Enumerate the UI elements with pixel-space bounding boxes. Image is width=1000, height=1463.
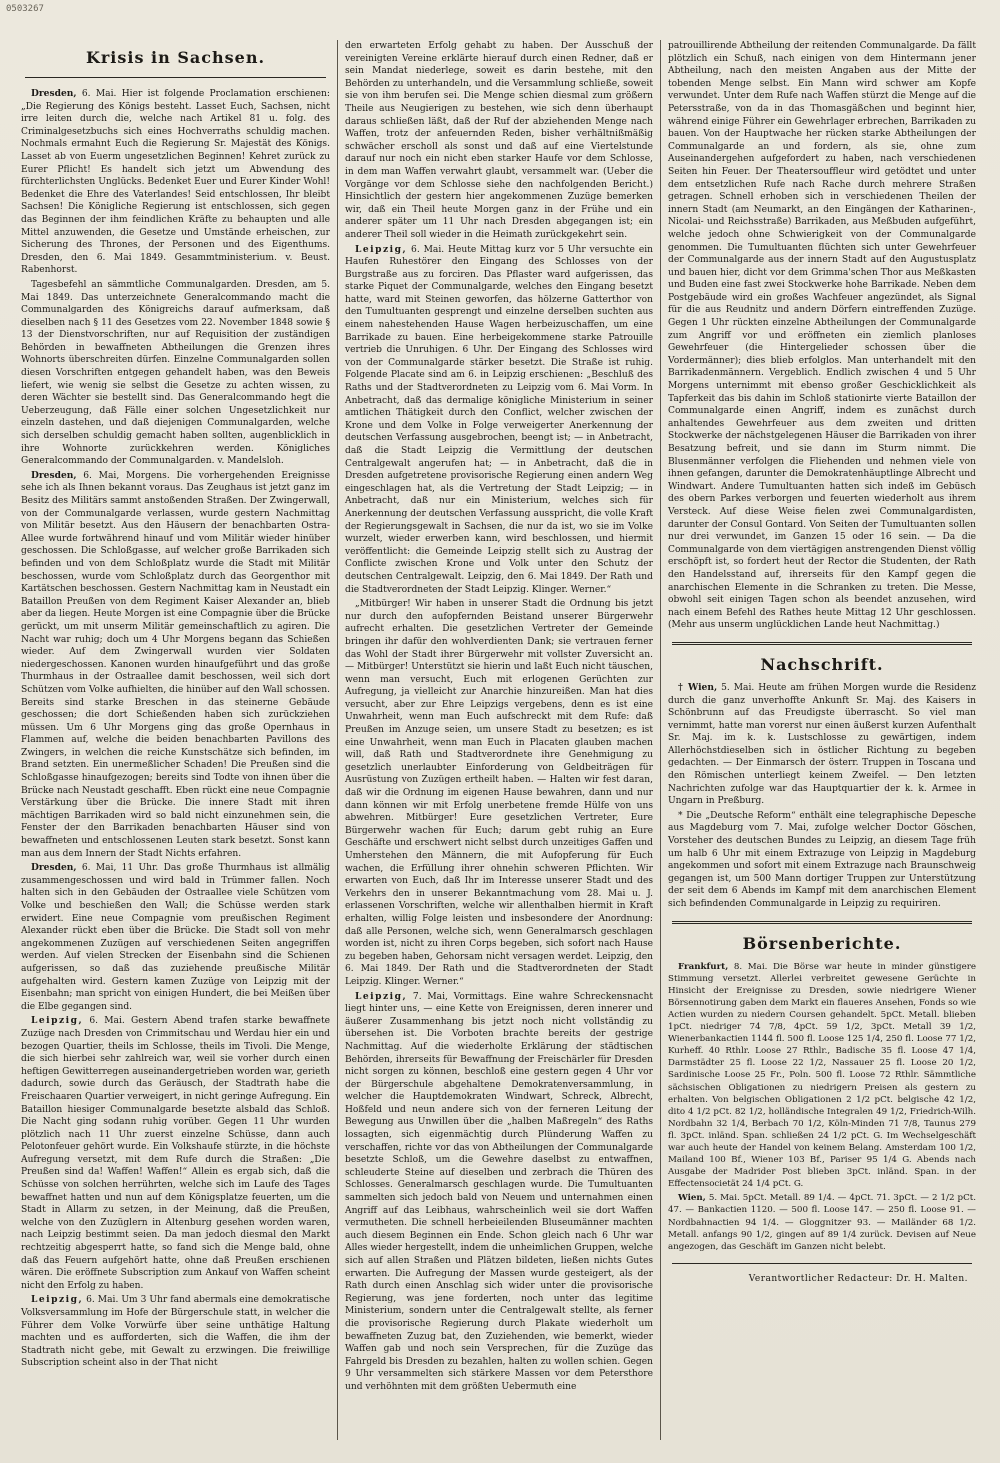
- paragraph-text: 6. Mai. Um 3 Uhr fand abermals eine demokratische Volksversammlung im Hofe der Bürgerschule statt, in welcher die Führer dem Volke Vorwürfe über seine unthätige Haltung machten und es aufforderten, sich die Waffen, die ihm der Stadtrath nicht gebe, mit Gewalt zu erzwingen. Die freiwillige Subscription scheint also in der That nicht: [21, 1295, 330, 1369]
- dateline: Leipzig,: [31, 1294, 84, 1306]
- section-rule: [672, 921, 972, 924]
- article-paragraph: [345, 991, 653, 1394]
- paragraph-text: „Mitbürger! Wir haben in unserer Stadt die Ordnung bis jetzt nur durch den aufopfernden Beistand unserer Bürgerwehr aufrecht erhalten. Die gesetzlichen Vertreter der Gemeinde bringen ihr dafür den wohlverdienten Dank; sie vertrauen ferner das Wohl der Stadt ihrer Bürgerwehr mit vollster Zuversicht an. — Mitbürger! Unterstützt sie hierin und laßt Euch nicht täuschen, wenn man versucht, Euch mit erlogenen Gerüchten zur Aufregung, ja vielleicht zur Anarchie hinzureißen. Man hat dies versucht, aber zur Ehre Leipzigs vergebens, denn es ist eine Unwahrheit, wenn man Euch aufschreckt mit dem Rufe: daß Preußen im Anzuge seien, um unsere Stadt zu besetzen; es ist eine Unwahrheit, wenn man Euch in Placaten glauben machen will, daß Rath und Stadtverordnete ihre Genehmigung zu gesetzlich unerlaubter Einforderung von Geldbeiträgen für Ausrüstung von Zuzügen ertheilt haben. — Halten wir fest daran, daß wir die Ordnung im eigenen Hause bewahren, dann und nur dann können wir mit Erfolg unerbetene fremde Hülfe von uns abwehren. Mitbürger! Eure gesetzlichen Vertreter, Eure Bürgerwehr wachen für Euch; darum gebt ruhig an Eure Geschäfte und erschwert nicht selbst durch unzeitiges Gaffen und Umherstehen den Männern, die mit Aufopferung für Euch wachen, die Erfüllung ihrer ohnehin schweren Pflichten. Wir erwarten von Euch, daß Ihr im Interesse unserer Stadt und des Verkehrs den in unserer Bekanntmachung vom 28. Mai u. J. erlassenen Vorschriften, welche wir allenthalben hiermit in Kraft erhalten, willig Folge leisten und insbesondere der Anordnung: daß alle Personen, welche sich, wenn Generalmarsch geschlagen worden ist, nicht zu ihren Corps begeben, sich sofort nach Hause zu begeben haben, Gehorsam nicht versagen werdet. Leipzig, den 6. Mai 1849. Der Rath und die Stadtverordneten der Stadt Leipzig. Klinger. Werner.“: [345, 599, 653, 987]
- article-paragraph: [21, 1294, 330, 1370]
- article-paragraph: [21, 470, 330, 860]
- columns-container: [14, 40, 984, 1440]
- article-paragraph: [21, 88, 330, 277]
- paragraph-text: Tagesbefehl an sämmtliche Communalgarden. Dresden, am 5. Mai 1849. Das unterzeichnete Generalcommando macht die Communalgarden des Königreichs darauf aufmerksam, daß dieselben nach § 11 des Gesetzes vom 22. November 1848 sowie § 13 der Dienstvorschriften, nur auf Requisition der zuständigen Behörden in bewaffneten Abtheilungen die Grenzen ihres Wohnorts überschreiten dürfen. Einzelne Communalgarden sollen diesen Vorschriften entgegen gehandelt haben, was den Beweis liefert, wie wenig sie selbst die Gesetze zu achten wissen, zu deren Wächter sie bestellt sind. Das Generalcommando hegt die Ueberzeugung, daß Fälle einer solchen Ungesetzlichkeit nur einzeln dastehen, und daß diejenigen Communalgarden, welche sich derselben schuldig gemacht haben sollten, augenblicklich in ihre Wohnorte zurückkehren werden. Königliches Generalcommando der Communalgarden. v. Mandelsloh.: [21, 279, 330, 467]
- article-paragraph: [668, 1192, 976, 1252]
- heading-boersenberichte: Börsenberichte.: [742, 933, 902, 953]
- paragraph-text: 5. Mai. 5pCt. Metall. 89 1/4. — 4pCt. 71. 3pCt. — 2 1/2 pCt. 47. — Bankactien 1120. — 500 fl. Loose 147. — 250 fl. Loose 91. — Nordbahnactien 94 1/4. — Gloggnitzer 93. — Mailänder 68 1/2. Metall. anfangs 90 1/2, gingen auf 89 1/4 zurück. Devisen auf Neue angezogen, das Geschäft im Ganzen nicht belebt.: [668, 1193, 976, 1252]
- heading-nachschrift: Nachschrift.: [760, 654, 884, 674]
- heading-rule: [25, 77, 326, 78]
- dateline: Dresden,: [31, 88, 77, 99]
- paragraph-text: 6. Mai, 11 Uhr. Das große Thurmhaus ist allmälig zusammengeschossen und wird bald in Trümmer fallen. Noch halten sich in den Gebäuden der Ostraallee viele Schützen vom Volke und beschießen den Wall; die Schüsse werden stark erwidert. Eine neue Compagnie vom preußischen Regiment Alexander rückt eben über die Brücke. Die Stadt soll von mehr angekommenen Zuzügen auf verschiedenen Seiten angegriffen werden. Auf vielen Strecken der Eisenbahn sind die Schienen aufgerissen, so daß das zuziehende preußische Militär aufgehalten wird. Gestern kamen Zuzüge von Leipzig mit der Eisenbahn; man spricht von einigen Hundert, die bei Meißen über die Elbe gegangen sind.: [21, 863, 330, 1012]
- article-paragraph: [668, 810, 976, 911]
- paragraph-text: 8. Mai. Die Börse war heute in minder günstigere Stimmung versetzt. Allerlei verbreitet gewesene Gerüchte in Hinsicht der Ereignisse zu Dresden, sowie niedrigere Wiener Börsennotirung gaben dem Markt ein flaueres Ansehen, Fonds so wie Actien wurden zu niedern Coursen gehandelt. 5pCt. Metall. blieben 1pCt. niedriger 74 7/8, 4pCt. 59 1/2, 3pCt. Metall 39 1/2, Wienerbankactien 1144 fl. 500 fl. Loose 125 1/4, 250 fl. Loose 77 1/2, Kurheff. 40 Rthlr. Loose 27 Rthlr., Badische 35 fl. Loose 47 1/4, Darmstädter 25 fl. Loose 22 1/2, Nassauer 25 fl. Loose 20 1/2, Sardinische Loose 25 Fr., Poln. 500 fl. Loose 72 Rthlr. Sämmtliche sächsischen Obligationen zu niedrigern Preisen als gestern zu erhalten. Von belgischen Obligationen 2 1/2 pCt. belgische 42 1/2, dito 4 1/2 pCt. 82 1/2, holländische Integralen 49 1/2, Friedrich-Wilh. Nordbahn 32 1/4, Berbach 70 1/2, Köln-Minden 71 7/8, Taunus 279 fl. 3pCt. inländ. Span. schließen 24 1/2 pCt. G. Im Wechselgeschäft war auch heute der Handel von keinem Belang. Amsterdam 100 1/2, Mailand 100 Bf., Wiener 103 Bf., Pariser 95 1/4 G. Abends nach Ausgabe der Madrider Post blieben 3pCt. inländ. Span. in der Effectensocietät 24 1/4 pCt. G.: [668, 961, 977, 1190]
- article-paragraph: [21, 1015, 330, 1292]
- paragraph-text: 6. Mai, Morgens. Die vorhergehenden Ereignisse sehe ich als Ihnen bekannt voraus. Das Zeughaus ist jetzt ganz im Besitz des Militärs sammt anstoßenden Straßen. Der Zwingerwall, von der Communalgarde verlassen, wurde gestern Nachmittag von Militär besetzt. Aus den Häusern der benachbarten Ostra-Allee wurde fortwährend hinauf und vom Militär wieder hinüber geschossen. Die Schloßgasse, auf welcher große Barrikaden sich befinden und von dem Schloßplatz wurde die Stadt mit Militär beschossen, wurde vom Schloßplatz durch das Georgenthor mit Kartätschen beschossen. Gestern Nachmittag kam in Neustadt ein Bataillon Preußen von dem Regiment Kaiser Alexander an, blieb aber da liegen. Heute Morgen ist eine Compagnie über die Brücke gerückt, um mit unserm Militär gemeinschaftlich zu agiren. Die Nacht war ruhig; doch um 4 Uhr Morgens begann das Schießen wieder. Auf dem Zwingerwall wurden vier Soldaten niedergeschossen. Kanonen wurden hinaufgeführt und das große Thurmhaus in der Ostraallee damit beschossen, weil sich dort Schützen vom Volke aufhielten, die hinüber auf den Wall schossen. Bereits sind starke Breschen in das steinerne Gebäude geschossen; die dort Schießenden haben sich zurückziehen müssen. Um 6 Uhr Morgens ging das große Opernhaus in Flammen auf, welche die beiden benachbarten Pavillons des Zwingers, in welchen die reiche Kunstschätze sich befinden, im Brand setzten. Ein unermeßlicher Schaden! Die Preußen sind die Schloßgasse hinaufgezogen; bereits sind Todte von ihnen über die Brücke nach Neustadt geschafft. Eben rückt eine neue Compagnie Verstärkung über die Brücke. Die innere Stadt mit ihren mächtigen Barrikaden wird so bald nicht einzunehmen sein, die Fenster der den Barrikaden benachbarten Häuser sind von bewaffneten und entschlossenen Leuten stark besetzt. Sonst kann man aus dem Innern der Stadt Nichts erfahren.: [21, 470, 330, 859]
- paragraph-text: 6. Mai. Hier ist folgende Proclamation erschienen: „Die Regierung des Königs besteht. Lasset Euch, Sachsen, nicht irre leiten durch die, welche nach Artikel 81 u. folg. des Criminalgesetzbuchs sich eines Hochverraths schuldig machen. Nochmals ermahnt Euch die Regierung Sr. Majestät des Königs. Lasset ab von Euerm ungesetzlichen Beginnen! Kehret zurück zu Eurer Pflicht! Es handelt sich jetzt um Abwendung des fürchterlichsten Unglücks. Bedenket Euer und Eurer Kinder Wohl! Bedenket die Ehre des Vaterlandes! Seid entschlossen, Ihr bleibt Sachsen! Die Königliche Regierung ist entschlossen, sich gegen das Beginnen der ihm feindlichen Kräfte zu behaupten und alle Mittel anzuwenden, die Gesetze und Umstände erheischen, zur Sicherung des Thrones, der Personen und des Eigenthums. Dresden, den 6. Mai 1849. Gesammtministerium. v. Beust. Rabenhorst.: [21, 89, 330, 276]
- paragraph-text: 5. Mai. Heute am frühen Morgen wurde die Residenz durch die ganz unverhoffte Ankunft Sr. Maj. des Kaisers in Schönbrunn auf das Freudigste überrascht. So viel man vernimmt, hatte man vorerst nur einen äußerst kurzen Aufenthalt Sr. Maj. im k. k. Lustschlosse zu gewärtigen, indem Allerhöchstdieselben sich in östlicher Richtung zu begeben gedachten. — Der Einmarsch der österr. Truppen in Toscana und den Römischen unterliegt keinem Zweifel. — Den letzten Nachrichten zufolge war das Hauptquartier der k. k. Armee in Ungarn in Preßburg.: [668, 682, 976, 807]
- dateline: Wien,: [678, 1193, 706, 1204]
- column-2: [337, 40, 660, 1440]
- dateline: Frankfurt,: [678, 961, 729, 972]
- editor-credit: Verantwortlicher Redacteur: Dr. H. Malten.: [748, 1273, 968, 1284]
- article-paragraph: [345, 598, 653, 988]
- paragraph-text: 6. Mai. Heute Mittag kurz vor 5 Uhr versuchte ein Haufen Ruhestörer den Eingang des Schlosses von der Burgstraße aus zu forciren. Das Pflaster ward aufgerissen, das starke Piquet der Communalgarde, welches den Eingang besetzt hatte, ward mit Steinen geworfen, das hölzerne Gatterthor von den Tumultuanten gesprengt und einzelne derselben suchten aus einem nahestehenden Hause Wagen herbeizuschaffen, um eine Barrikade zu bauen. Eine herbeigekommene starke Patrouille vertrieb die Unruhigen. 6 Uhr. Der Eingang des Schlosses wird von der Communalgarde stärker besetzt. Die Straße ist ruhig. Folgende Placate sind am 6. in Leipzig erschienen: „Beschluß des Raths und der Stadtverordneten zu Leipzig vom 6. Mai Vorm. In Anbetracht, daß das dermalige königliche Ministerium in seiner amtlichen Thätigkeit durch den Conflict, welcher zwischen der Krone und dem Volke in Folge verweigerter Anerkennung der deutschen Verfassung ausgebrochen, beengt ist; — in Anbetracht, daß die Stadt Leipzig die Vermittlung der deutschen Centralgewalt angerufen hat; — in Anbetracht, daß die in Dresden aufgetretene provisorische Regierung einen andern Weg eingeschlagen hat, als die Vertretung der Stadt Leipzig; — in Anbetracht, daß nur ein Ministerium, welches sich für Anerkennung der deutschen Verfassung ausspricht, die volle Kraft der Regierungsgewalt in Sachsen, die nur da ist, wo sie im Volke wurzelt, wieder erwerben kann, wird beschlossen, und hiermit veröffentlicht: die Gemeinde Leipzig stellt sich zu Austrag der Conflicte zwischen Krone und Volk unter den Schutz der deutschen Centralgewalt. Leipzig, den 6. Mai 1849. Der Rath und die Stadtverordneten der Stadt Leipzig. Klinger. Werner.“: [345, 244, 653, 595]
- footer-rule: [672, 1263, 972, 1264]
- dateline: Leipzig,: [355, 990, 408, 1002]
- dateline: Dresden,: [31, 469, 77, 481]
- page-id-label: 0503267: [6, 4, 44, 14]
- column-3: [660, 40, 983, 1440]
- paragraph-text: 6. Mai. Gestern Abend trafen starke bewaffnete Zuzüge nach Dresden von Crimmitschau und Werdau hier ein und bezogen Quartier, theils im Schlosse, theils im Tivoli. Die Menge, die sich hierbei sehr zahlreich war, weil sie vorher durch einen heftigen Gewitterregen auseinandergetrieben worden war, gerieth dadurch, sowie durch das Geräusch, der Stadtrath habe die Freischaaren Quartier verweigert, in nicht geringe Aufregung. Ein Bataillon hiesiger Communalgarde besetzte alsbald das Schloß. Die Nacht ging sodann ruhig vorüber. Gegen 11 Uhr wurden plötzlich nach 11 Uhr zuerst einzelne Schüsse, dann auch Pelotonfeuer gehört wurde. Ein Volkshaufe stürzte, in die höchste Aufregung versetzt, mit dem Rufe durch die Straßen: „Die Preußen sind da! Waffen! Waffen!“ Allein es ergab sich, daß die Schüsse von solchen herrührten, welche sich im Laufe des Tages bewaffnet hatten und nun auf dem Königsplatze feuerten, um die Stadt in Allarm zu setzen, in der Meinung, daß die Preußen, welche von den Zuzüglern in Altenburg gesehen worden waren, nach Leipzig bestimmt seien. Da man jedoch diesmal den Markt rechtzeitig abgesperrt hatte, so fand sich die Menge bald, ohne daß das Feuern aufgehört hatte, ohne daß Preußen erschienen wären. Die eröffnete Subscription zum Ankauf von Waffen scheint nicht den Erfolg zu haben.: [21, 1016, 330, 1291]
- paragraph-text: patrouillirende Abtheilung der reitenden Communalgarde. Da fällt plötzlich ein Schuß, nach einigen von dem Hintermann jener Abtheilung, nach den meisten Angaben aus der Mitte der tobenden Menge selbst. Ein Mann wird schwer am Kopfe verwundet. Unter dem Rufe nach Waffen stürzt die Menge auf die Petersstraße, von da in das Thomasgäßchen und beginnt hier, während einige Führer ein Gewehrlager erbrechen, Barrikaden zu bauen. Von der Hauptwache her rücken starke Abtheilungen der Communalgarde an und fordern, als sie, ohne zum Auseinandergehen aufgefordert zu haben, nach verschiedenen Seiten hin Feuer. Der Theatersouffleur wird getödtet und unter dem entsetzlichen Rufe nach Rache durch mehrere Straßen getragen. Schnell erhoben sich in verschiedenen Theilen der innern Stadt (am Neumarkt, an den Eingängen der Katharinen-, Nicolai- und Reichsstraße) Barrikaden, aus Meßbuden aufgeführt, welche jedoch ohne Schwierigkeit von der Communalgarde genommen. Die Tumultuanten flüchten sich unter Gewehrfeuer der Communalgarde aus der innern Stadt auf den Augustusplatz und bauen hier, dicht vor dem Grimma'schen Thor aus Meßkasten und Buden eine fast zwei Stockwerke hohe Barrikade. Neben dem Postgebäude wird ein großes Wachfeuer angezündet, als Signal für die aus Reudnitz und andern Dörfern eintreffenden Zuzüge. Gegen 1 Uhr rückten einzelne Abtheilungen der Communalgarde zum Angriff vor und eröffneten ein ziemlich planloses Gewehrfeuer (die Hintergelieder schossen über die Vordermänner); dies blieb erfolglos. Man unterhandelt mit den Barrikadenmännern. Vergeblich. Endlich zwischen 4 und 5 Uhr Morgens unternimmt mit ebenso großer Geschicklichkeit als Tapferkeit das bis dahin im Schloß stationirte vierte Bataillon der Communalgarde einen Angriff, indem es zunächst durch anhaltendes Gewehrfeuer aus dem zweiten und dritten Stockwerke der nächstgelegenen Häuser die Barrikaden von ihrer Besatzung befreit, und sie dann im Sturm nimmt. Die Blusenmänner verfolgen die Fliehenden und nehmen viele von ihnen gefangen, darunter die Demokratenhäuptlinge Albrecht und Windwart. Andere Tumultuanten hatten sich indeß im Gebüsch des obern Parkes verborgen und feuerten wiederholt aus ihrem Versteck. Auf diese Weise fielen zwei Communalgardisten, darunter der Consul Gontard. Von Seiten der Tumultuanten sollen nur drei verwundet, im Ganzen 15 oder 16 sein. — Da die Communalgarde von dem viertägigen anstrengenden Dienst völlig erschöpft ist, so fordert heut der Rector die Studenten, der Rath den Handelsstand auf, ihrerseits für den Kampf gegen die anarchischen Elemente in die Schranken zu treten. Die Messe, obwohl seit einigen Tagen schon als beendet anzusehen, wird nach einem Befehl des Rathes heute Mittag 12 Uhr geschlossen. (Mehr aus unserm unglücklichen Lande heut Nachmittag.): [668, 41, 976, 631]
- article-paragraph: [668, 961, 976, 1191]
- article-paragraph: [21, 279, 330, 468]
- article-paragraph: [668, 40, 976, 632]
- column-1: [14, 40, 337, 1440]
- article-paragraph: [345, 40, 653, 242]
- dateline: Leipzig,: [355, 243, 408, 255]
- paragraph-text: 7. Mai, Vormittags. Eine wahre Schreckensnacht liegt hinter uns, — eine Kette von Ereignissen, deren innerer und äußerer Zusammenhang bis jetzt noch nicht vollständig zu übersehen ist. Die Vorboten brachte bereits der gestrige Nachmittag. Auf die wiederholte Erklärung der städtischen Behörden, ihrerseits für Bewaffnung der Freischärler für Dresden nicht sorgen zu können, beschloß eine gestern gegen 4 Uhr vor der Bürgerschule abgehaltene Demokratenversammlung, in welcher die Hauptdemokraten Windwart, Schreck, Albrecht, Hoßfeld und neun andere sich von der ferneren Leitung der Bewegung aus Unwillen über die „halben Maßregeln“ des Raths lossagten, sich eigenmächtig durch Plünderung Waffen zu verschaffen, richte vor das von Abtheilungen der Communalgarde besetzte Schloß, um die Gewehre daselbst zu entwaffnen, schleuderte Steine auf dieselben und zerbrach die Thüren des Schlosses. Generalmarsch geschlagen wurde. Die Tumultuanten sammelten sich jedoch bald von Neuem und unternahmen einen Angriff auf das Leibhaus, wahrscheinlich weil sie dort Waffen vermutheten. Die schnell herbeieilenden Bluseumänner machten auch diesem Beginnen ein Ende. Schon gleich nach 6 Uhr war Alles wieder hergestellt, indem die unheimlichen Gruppen, welche sich auf allen Straßen und Plätzen bildeten, ließen nichts Gutes erwarten. Die Aufregung der Massen wurde gesteigert, als der Rath durch einen Anschlag sich wider unter die provisorische Regierung, was jene forderten, noch unter das legitime Ministerium, sondern unter die Centralgewalt stellte, als ferner die provisorische Regierung durch Plakate wiederholt um bewaffneten Zuzug bat, den Zuziehenden, wie bemerkt, wieder Waffen gab und noch sein Versprechen, für die Zuzüge das Fahrgeld bis Dresden zu bezahlen, halten zu wollen schien. Gegen 9 Uhr versammelten sich stärkere Massen vor dem Petersthore und verhöhnten mit dem größten Uebermuth eine: [345, 991, 653, 1392]
- dateline: Dresden,: [31, 862, 77, 874]
- article-paragraph: [21, 862, 330, 1013]
- article-paragraph: [668, 682, 976, 808]
- section-rule: [672, 642, 972, 645]
- heading-krisis: Krisis in Sachsen.: [85, 48, 266, 67]
- dateline: † Wien,: [678, 681, 718, 693]
- article-paragraph: [345, 244, 653, 597]
- paragraph-text: * Die „Deutsche Reform“ enthält eine telegraphische Depesche aus Magdeburg vom 7. Mai, zufolge welcher Doctor Göschen, Vorsteher des deutschen Bundes zu Leipzig, an diesem Tage früh um halb 6 Uhr mit einem Extrazuge von Leipzig in Magdeburg angekommen und sofort mit einem Extrazuge nach Braunschweig gegangen ist, um 500 Mann dortiger Truppen zur Unterstützung der seit dem 6 Abends im Kampf mit dem anarchischen Element sich befindenden Communalgarde in Leipzig zu requiriren.: [668, 810, 976, 909]
- paragraph-text: den erwarteten Erfolg gehabt zu haben. Der Ausschuß der vereinigten Vereine erklärte hierauf durch einen Redner, daß er sein Mandat niederlege, soweit es darin bestehe, mit den Behörden zu unterhandeln, und die Versammlung schließe, soweit sie von ihm berufen sei. Die Menge schien diesmal zum größern Theile aus Neugierigen zu bestehen, wie sich denn überhaupt daraus schließen läßt, daß der Ruf der abziehenden Menge nach Waffen, trotz der anfeuernden Reden, bisher verhältnißmäßig schwächer erscholl als sonst und daß auf eine Viertelstunde darauf nur noch ein nicht eben starker Haufe vor dem Schlosse, in dem man Waffen verwahrt glaubt, versammelt war. (Ueber die Vorgänge vor dem Schlosse siehe den nachfolgenden Bericht.) Hinsichtlich der gestern hier angekommenen Zuzüge bemerken wir, daß ein Theil heute Morgen ganz in der Frühe und ein anderer später um 11 Uhr nach Dresden abgegangen ist; ein anderer Theil soll wieder in die Heimath zurückgekehrt sein.: [345, 41, 653, 240]
- dateline: Leipzig,: [31, 1015, 84, 1027]
